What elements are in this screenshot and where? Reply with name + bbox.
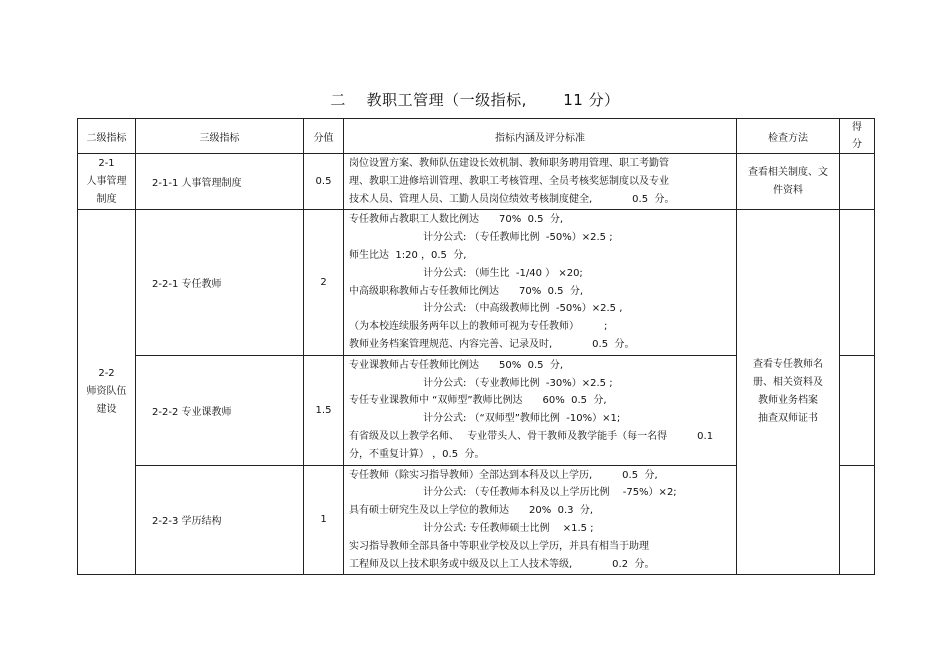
level3-cell: 2-2-3 学历结构: [136, 465, 304, 575]
level2-name-line1: 人事管理: [86, 175, 127, 187]
score-cell: 2: [304, 210, 344, 355]
page-title: 二 教职工管理（一级指标, 11 分）: [330, 91, 620, 109]
got-score-cell: [840, 355, 875, 465]
content-line: 中高级职称教师占专任教师比例达 70% 0.5 分,: [349, 285, 584, 297]
content-line: 计分公式: （专业教师比例 -30%）×2.5 ;: [423, 377, 613, 389]
content-line: 分，不重复计算） ，0.5 分。: [349, 448, 485, 460]
level2-cell: [78, 210, 136, 575]
level2-name-line2: 建设: [96, 404, 117, 416]
table-header-row: [78, 119, 875, 154]
content-cell: [344, 465, 737, 575]
header-score: 分值: [304, 119, 344, 154]
content-line: 有省级及以上教学名师、 专业带头人、骨干教师及教学能手（每一名得 0.1: [349, 430, 714, 442]
method-line: 抽查双师证书: [758, 413, 818, 425]
criteria-table: [77, 118, 875, 575]
method-line: 查看专任教师名: [753, 359, 823, 371]
level2-code: 2-2: [98, 368, 115, 380]
got-score-cell: [840, 154, 875, 210]
content-line: 工程师及以上技术职务或中级及以上工人技术等级, 0.2 分。: [349, 558, 655, 570]
content-line: 理、教职工进修培训管理、教职工考核管理、全员考核奖惩制度以及专业: [349, 175, 669, 187]
content-line: 计分公式: （师生比 -1/40 ） ×20;: [423, 267, 583, 279]
table-row: [78, 210, 875, 355]
content-line: 计分公式: 专任教师硕士比例 ×1.5 ;: [423, 522, 594, 534]
content-line: 专任教师占教职工人数比例达 70% 0.5 分,: [349, 214, 564, 226]
content-line: 具有硕士研究生及以上学位的教师达 20% 0.3 分,: [349, 505, 594, 517]
content-line: 计分公式: （“双师型”教师比例 -10%）×1;: [423, 413, 621, 425]
got-score-cell: [840, 465, 875, 575]
level2-name-line1: 师资队伍: [86, 386, 127, 398]
level3-cell: 2-2-1 专任教师: [136, 210, 304, 355]
level2-cell: [78, 154, 136, 210]
method-line: 册、相关资料及: [753, 377, 823, 389]
content-line: 计分公式: （中高级教师比例 -50%）×2.5 ,: [423, 303, 623, 315]
content-cell: [344, 210, 737, 355]
score-cell: 1: [304, 465, 344, 575]
content-line: 教师业务档案管理规范、内容完善、记录及时, 0.5 分。: [349, 338, 635, 350]
content-line: 技术人员、管理人员、工勤人员岗位绩效考核制度健全, 0.5 分。: [349, 193, 675, 205]
header-content: 指标内涵及评分标准: [344, 119, 737, 154]
header-method: 检查方法: [737, 119, 840, 154]
content-cell: [344, 154, 737, 210]
header-got-score-line2: 分: [852, 139, 862, 150]
method-cell: [737, 154, 840, 210]
method-line: 查看相关制度、文: [748, 166, 828, 178]
table-row: [78, 154, 875, 210]
content-line: 专业课教师占专任教师比例达 50% 0.5 分,: [349, 359, 564, 371]
content-line: 专任教师（除实习指导教师）全部达到本科及以上学历, 0.5 分,: [349, 469, 658, 481]
level3-cell: 2-2-2 专业课教师: [136, 355, 304, 465]
method-line: 件资料: [773, 184, 803, 196]
content-line: 岗位设置方案、教师队伍建设长效机制、教师职务聘用管理、职工考勤管: [349, 158, 669, 169]
content-line: 师生比达 1:20 ，0.5 分,: [349, 249, 467, 261]
header-level2: 二级指标: [78, 119, 136, 154]
method-cell: [737, 210, 840, 575]
score-cell: 1.5: [304, 355, 344, 465]
level2-name-line2: 制度: [96, 193, 117, 205]
level3-cell: 2-1-1 人事管理制度: [136, 154, 304, 210]
content-line: 计分公式: （专任教师本科及以上学历比例 -75%）×2;: [423, 487, 677, 499]
content-line: 实习指导教师全部具备中等职业学校及以上学历，并具有相当于助理: [349, 540, 649, 552]
method-line: 教师业务档案: [758, 395, 818, 407]
got-score-cell: [840, 210, 875, 355]
header-got-score: [840, 119, 875, 154]
content-line: （为本校连续服务两年以上的教师可视为专任教师） ;: [349, 321, 608, 333]
level2-code: 2-1: [98, 157, 115, 169]
content-cell: [344, 355, 737, 465]
content-line: 计分公式: （专任教师比例 -50%）×2.5 ;: [423, 232, 613, 244]
score-cell: 0.5: [304, 154, 344, 210]
header-got-score-line1: 得: [852, 122, 862, 133]
header-level3: 三级指标: [136, 119, 304, 154]
content-line: 专任专业课教师中 “双师型”教师比例达 60% 0.5 分,: [349, 395, 607, 407]
